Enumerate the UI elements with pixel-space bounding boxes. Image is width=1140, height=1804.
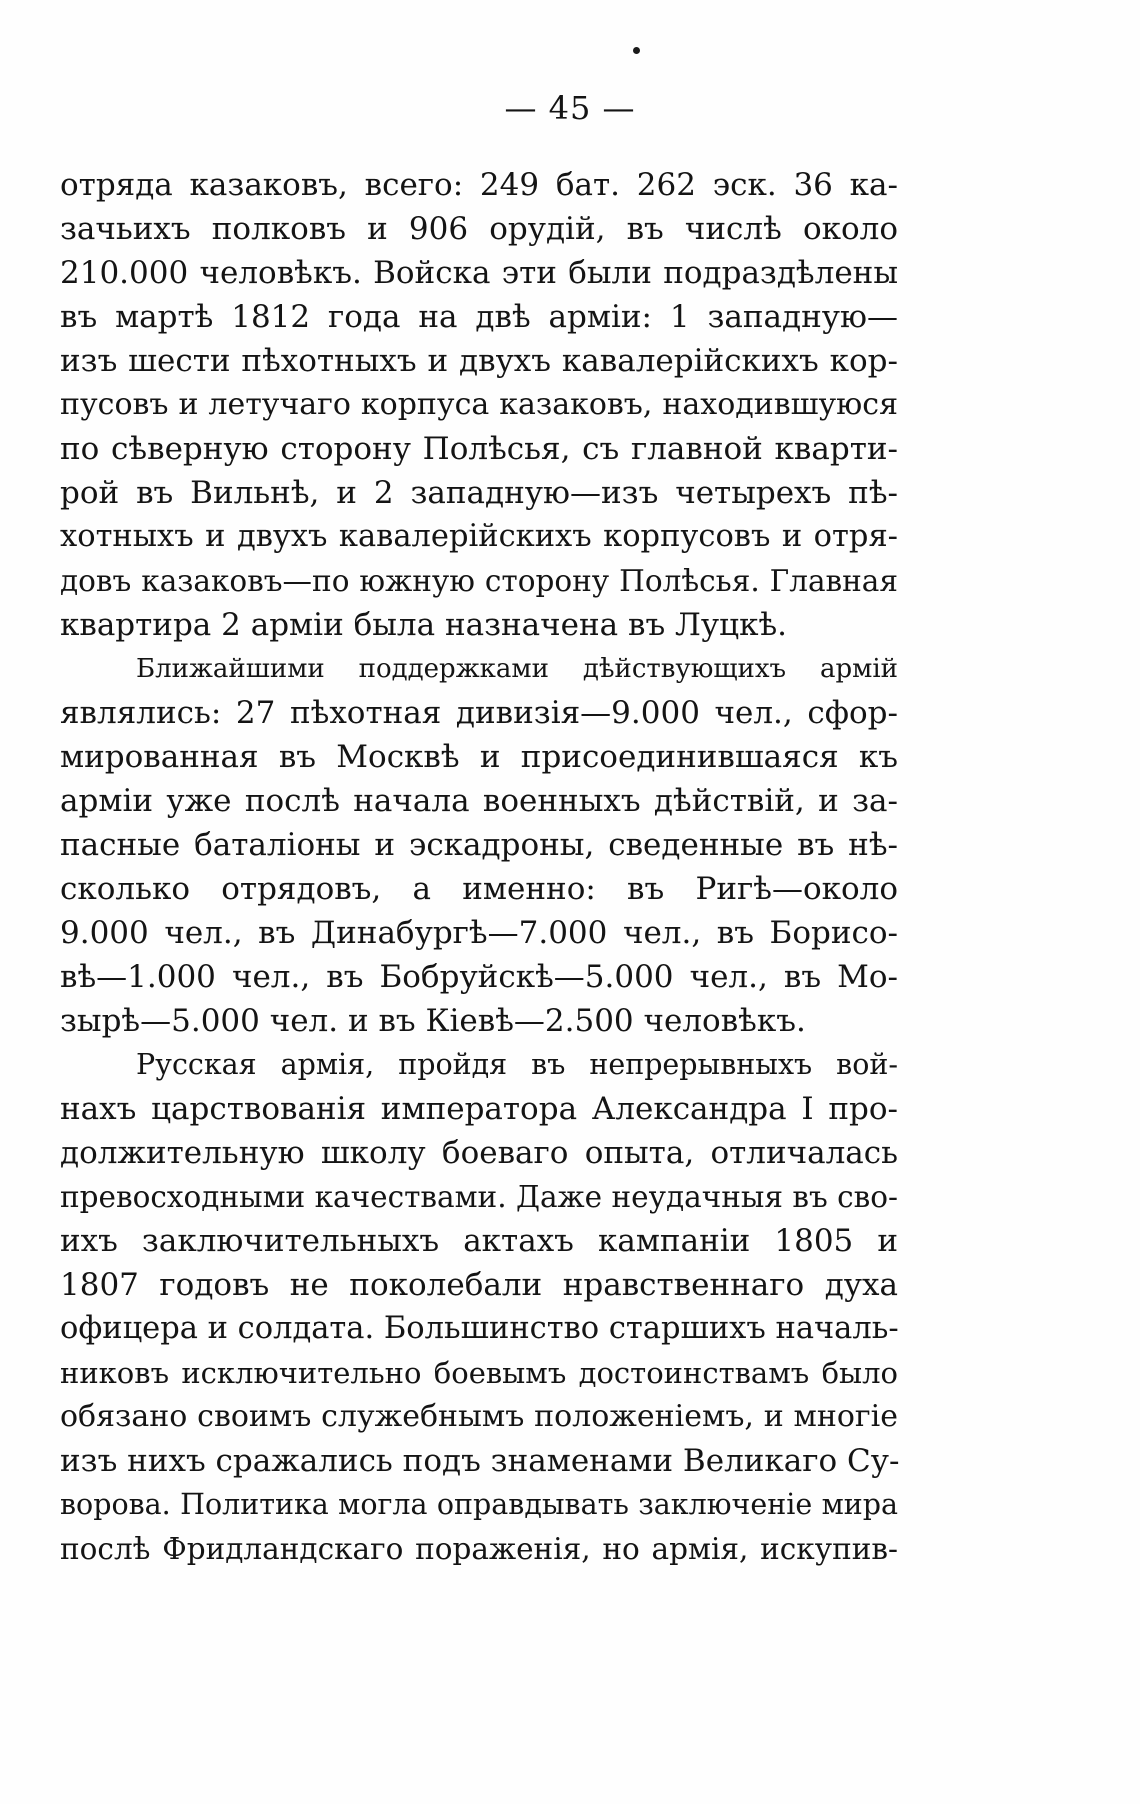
text-line: зырѣ—5.000 чел. и въ Кіевѣ—2.500 человѣкъ. (60, 1003, 806, 1039)
text-line: отряда казаковъ, всего: 249 бат. 262 эск. 36 ка- (60, 167, 898, 203)
text-line: хотныхъ и двухъ кавалерійскихъ корпусовъ и отря- (60, 519, 898, 554)
text-line: сколько отрядовъ, а именно: въ Ригѣ—около (60, 871, 898, 907)
text-line: Ближайшими поддержками дѣйствующихъ армій (136, 654, 898, 684)
text-line: офицера и солдата. Большинство старшихъ началь- (60, 1311, 899, 1346)
text-line: Русская армія, пройдя въ непрерывныхъ вой- (136, 1048, 898, 1081)
text-line: ворова. Политика могла оправдывать заключеніе мира (60, 1488, 898, 1521)
text-line: послѣ Фридландскаго пораженія, но армія, искупив- (60, 1532, 898, 1566)
paragraph (60, 163, 898, 647)
paragraph (60, 647, 898, 1043)
text-line: вѣ—1.000 чел., въ Бобруйскѣ—5.000 чел., въ Мо- (60, 959, 898, 995)
text-line: квартира 2 арміи была назначена въ Луцкѣ. (60, 607, 787, 643)
page-number: — 45 — (504, 89, 636, 127)
ink-speck (633, 47, 640, 54)
text-line: изъ шести пѣхотныхъ и двухъ кавалерійскихъ кор- (60, 343, 898, 379)
text-line: арміи уже послѣ начала военныхъ дѣйствій, и за- (60, 783, 898, 819)
text-line: довъ казаковъ—по южную сторону Полѣсья. Главная (60, 564, 898, 598)
text-line: превосходными качествами. Даже неудачныя въ сво- (60, 1180, 898, 1214)
text-line: рой въ Вильнѣ, и 2 западную—изъ четырехъ пѣ- (60, 475, 898, 511)
text-line: пасные баталіоны и эскадроны, сведенные въ нѣ- (60, 827, 898, 863)
text-line: ихъ заключительныхъ актахъ кампаніи 1805 и (60, 1223, 898, 1259)
paragraph (60, 1043, 898, 1571)
text-line: пусовъ и летучаго корпуса казаковъ, находившуюся (60, 387, 898, 422)
text-line: зачьихъ полковъ и 906 орудій, въ числѣ около (60, 211, 898, 247)
text-line: въ мартѣ 1812 года на двѣ арміи: 1 западную— (60, 299, 898, 335)
text-line: изъ нихъ сражались подъ знаменами Великаго Су- (60, 1443, 900, 1479)
text-line: 1807 годовъ не поколебали нравственнаго духа (60, 1267, 898, 1303)
text-line: мированная въ Москвѣ и присоединившаяся къ (60, 739, 898, 775)
text-line: 9.000 чел., въ Динабургѣ—7.000 чел., въ Борисо- (60, 915, 898, 951)
text-line: должительную школу боеваго опыта, отличалась (60, 1135, 898, 1171)
text-line: нахъ царствованія императора Александра I про- (60, 1091, 898, 1127)
text-line: обязано своимъ служебнымъ положеніемъ, и многіе (60, 1399, 898, 1434)
text-line: никовъ исключительно боевымъ достоинствамъ было (60, 1356, 898, 1390)
text-line: являлись: 27 пѣхотная дивизія—9.000 чел., сфор- (60, 695, 898, 731)
body-text (60, 163, 898, 1571)
text-line: 210.000 человѣкъ. Войска эти были подраздѣлены (60, 255, 898, 291)
text-line: по сѣверную сторону Полѣсья, съ главной кварти- (60, 431, 898, 467)
